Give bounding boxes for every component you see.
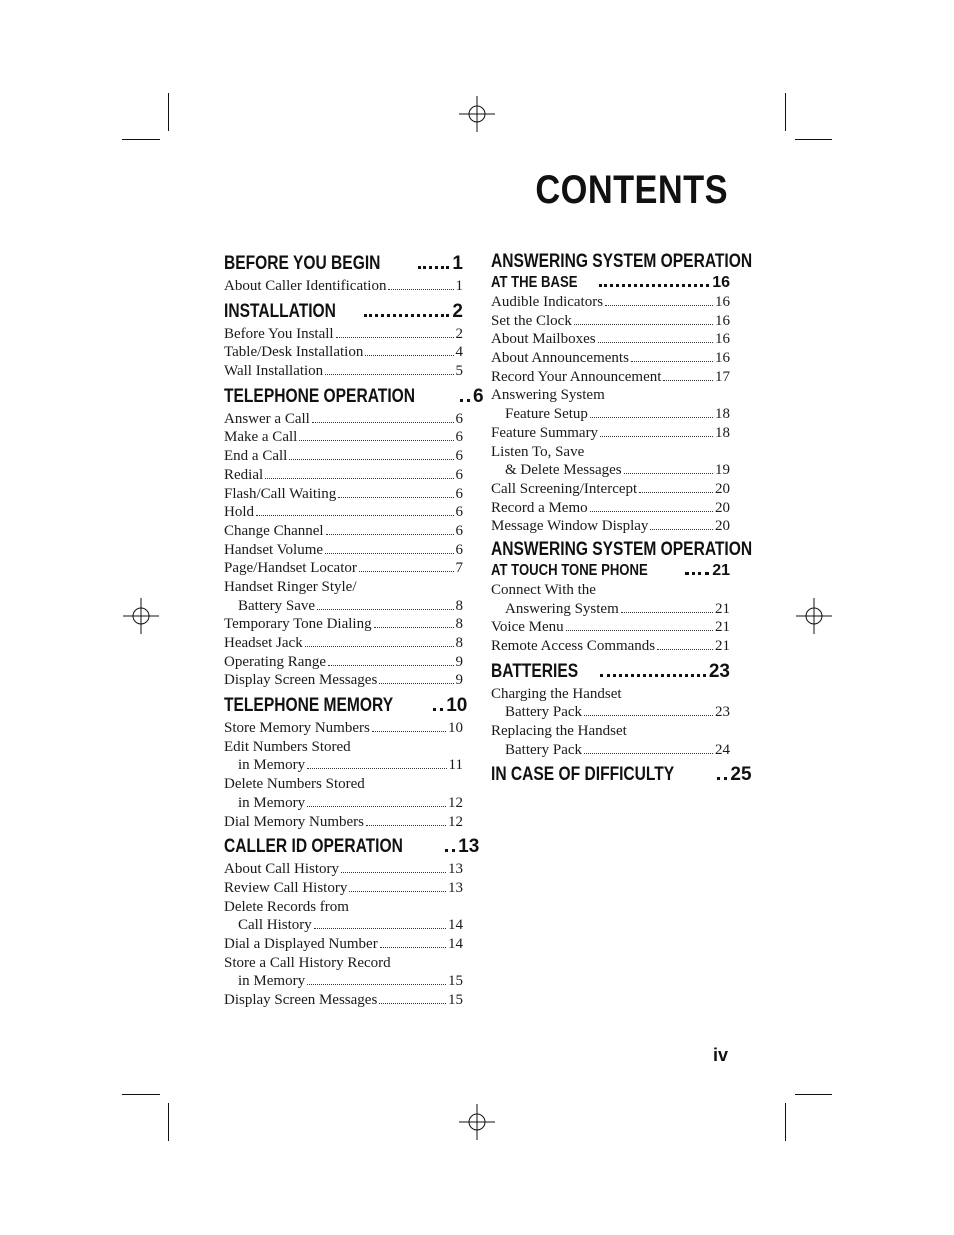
- toc-entry: [224, 466, 463, 485]
- toc-entry: [491, 618, 730, 637]
- section-title: TELEPHONE MEMORY: [224, 695, 394, 717]
- toc-entry: [224, 671, 463, 690]
- toc-entry: [224, 972, 463, 991]
- entry-label: Display Screen Messages: [224, 992, 378, 1008]
- toc-entry: [491, 330, 730, 349]
- toc-entry: [491, 368, 730, 387]
- entry-label: Make a Call: [224, 429, 298, 446]
- toc-entry: [224, 719, 463, 738]
- entry-page-number: 23: [715, 704, 730, 721]
- entry-label: End a Call: [224, 448, 288, 465]
- dot-leader: [314, 928, 446, 929]
- dot-leader: [372, 731, 446, 732]
- section-page-number: 2: [452, 300, 463, 322]
- entry-page-number: 6: [455, 485, 463, 502]
- entry-page-number: 15: [448, 992, 463, 1008]
- toc-entry: [491, 349, 730, 368]
- entry-label: Call History: [238, 917, 312, 934]
- dot-leader: [326, 534, 454, 535]
- entry-label: Wall Installation: [224, 363, 324, 380]
- dot-leader: [265, 478, 453, 479]
- entry-page-number: 8: [455, 616, 463, 633]
- section-title: CALLER ID OPERATION: [224, 836, 403, 858]
- toc-entry: [224, 597, 463, 616]
- entry-page-number: 4: [455, 344, 463, 361]
- entry-label: Charging the Handset: [491, 685, 622, 702]
- toc-entry: [491, 405, 730, 424]
- entry-label: Temporary Tone Dialing: [224, 616, 372, 633]
- dot-leader: [374, 627, 454, 628]
- entry-page-number: 6: [455, 522, 463, 539]
- section-page-number: 16: [712, 274, 730, 291]
- toc-entry: [491, 741, 730, 760]
- dot-leader: [566, 630, 713, 631]
- crop-mark: [168, 93, 169, 131]
- entry-page-number: 16: [715, 312, 730, 329]
- crop-mark: [122, 1094, 160, 1095]
- entry-page-number: 18: [715, 424, 730, 441]
- toc-left-column: [224, 248, 484, 1010]
- entry-label: Battery Save: [238, 597, 316, 614]
- dot-leader: [289, 459, 453, 460]
- toc-section: [224, 384, 484, 690]
- toc-entry: [224, 916, 463, 935]
- section-page-number: 1: [452, 253, 463, 274]
- entry-page-number: 6: [455, 541, 463, 558]
- toc-entry: [491, 499, 730, 518]
- dot-leader: [460, 399, 470, 402]
- entry-label: Edit Numbers Stored: [224, 738, 351, 755]
- entry-page-number: 9: [455, 672, 463, 689]
- entry-label: Remote Access Commands: [491, 638, 656, 654]
- entry-page-number: 16: [715, 331, 730, 348]
- section-heading: [224, 693, 468, 719]
- entry-label: Record a Memo: [491, 499, 588, 516]
- dot-leader: [685, 572, 709, 575]
- entry-label: Review Call History: [224, 879, 348, 896]
- entry-page-number: 6: [455, 466, 463, 483]
- entry-page-number: 21: [715, 600, 730, 617]
- entry-label: Call Screening/Intercept: [491, 480, 638, 497]
- section-title: BEFORE YOU BEGIN: [224, 253, 381, 274]
- page-title: CONTENTS: [535, 168, 728, 212]
- dot-leader: [349, 891, 446, 892]
- section-heading: [491, 251, 753, 293]
- entry-label: About Caller Identification: [224, 278, 387, 294]
- section-heading: [224, 384, 484, 410]
- entry-label: Page/Handset Locator: [224, 560, 357, 577]
- dot-leader: [574, 324, 713, 325]
- entry-label: Change Channel: [224, 522, 324, 539]
- entry-label: Hold: [224, 504, 254, 521]
- entry-page-number: 6: [455, 504, 463, 521]
- toc-entry: [491, 424, 730, 443]
- toc-entry: [224, 485, 463, 504]
- entry-label: About Call History: [224, 861, 339, 878]
- entry-label: Replacing the Handset: [491, 723, 627, 740]
- toc-section: [224, 834, 480, 1010]
- entry-label: Record Your Announcement: [491, 368, 662, 385]
- registration-mark-icon: [459, 1104, 495, 1140]
- toc-section: [491, 251, 753, 536]
- toc-entry: [224, 756, 463, 775]
- dot-leader: [445, 849, 455, 852]
- dot-leader: [657, 649, 713, 650]
- entry-page-number: 13: [448, 861, 463, 878]
- section-heading: [224, 251, 463, 277]
- toc-right-column: [491, 248, 753, 788]
- toc-entry: [224, 813, 463, 832]
- section-subtitle: AT THE BASE: [491, 274, 578, 291]
- toc-entry: [224, 991, 463, 1010]
- section-heading: [491, 659, 730, 685]
- dot-leader: [380, 947, 446, 948]
- dot-leader: [624, 473, 713, 474]
- toc-entry: [224, 277, 463, 296]
- entry-label: Handset Volume: [224, 541, 324, 558]
- entry-label: Headset Jack: [224, 635, 303, 651]
- dot-leader: [341, 872, 446, 873]
- section-page-number: 10: [446, 695, 468, 717]
- entry-label: Message Window Display: [491, 518, 649, 535]
- toc-entry: [224, 935, 463, 954]
- entry-page-number: 20: [715, 499, 730, 516]
- toc-entry: [491, 703, 730, 722]
- entry-label: Handset Ringer Style/: [224, 578, 357, 595]
- dot-leader: [388, 289, 453, 290]
- crop-mark: [785, 1103, 786, 1141]
- entry-label: Operating Range: [224, 653, 327, 670]
- entry-page-number: 24: [715, 741, 730, 758]
- section-title: TELEPHONE OPERATION: [224, 385, 416, 407]
- toc-section: [224, 251, 463, 296]
- toc-entry: [224, 634, 463, 653]
- dot-leader: [717, 777, 727, 780]
- entry-label: Redial: [224, 466, 264, 483]
- entry-label: Set the Clock: [491, 312, 572, 329]
- entry-page-number: 1: [455, 278, 463, 294]
- entry-label: Feature Summary: [491, 424, 599, 441]
- entry-page-number: 13: [448, 879, 463, 896]
- toc-entry: [224, 522, 463, 541]
- entry-page-number: 21: [715, 638, 730, 654]
- toc-entry: [224, 503, 463, 522]
- dot-leader: [639, 492, 713, 493]
- dot-leader: [663, 380, 713, 381]
- crop-mark: [795, 139, 832, 140]
- dot-leader: [600, 674, 706, 677]
- toc-section: [224, 299, 463, 381]
- dot-leader: [328, 665, 453, 666]
- toc-entry: [491, 386, 730, 405]
- dot-leader: [599, 284, 709, 287]
- entry-page-number: 20: [715, 518, 730, 535]
- section-heading-line: [491, 561, 730, 581]
- dot-leader: [631, 361, 713, 362]
- entry-page-number: 7: [455, 560, 463, 577]
- dot-leader: [366, 825, 446, 826]
- toc-entry: [224, 559, 463, 578]
- entry-page-number: 14: [448, 935, 463, 952]
- toc-entry: [224, 325, 463, 344]
- section-page-number: 6: [472, 385, 484, 407]
- dot-leader: [621, 612, 713, 613]
- dot-leader: [325, 374, 453, 375]
- entry-page-number: 16: [715, 294, 730, 310]
- registration-mark-icon: [459, 96, 495, 132]
- dot-leader: [590, 417, 713, 418]
- entry-page-number: 2: [455, 325, 463, 342]
- toc-entry: [491, 517, 730, 536]
- entry-label: Listen To, Save: [491, 443, 585, 460]
- crop-mark: [168, 1103, 169, 1141]
- entry-label: Delete Numbers Stored: [224, 776, 365, 793]
- toc-section: [491, 762, 752, 788]
- toc-entry: [224, 362, 463, 381]
- toc-entry: [491, 461, 730, 480]
- toc-entry: [224, 578, 463, 597]
- dot-leader: [312, 422, 454, 423]
- dot-leader: [336, 337, 454, 338]
- section-title: BATTERIES: [491, 660, 579, 682]
- entry-page-number: 12: [448, 813, 463, 830]
- section-heading: [491, 762, 752, 788]
- dot-leader: [317, 609, 453, 610]
- toc-entry: [224, 541, 463, 560]
- toc-entry: [224, 794, 463, 813]
- page-number: iv: [712, 1045, 728, 1065]
- section-page-number: 21: [712, 561, 730, 579]
- entry-page-number: 17: [715, 368, 730, 385]
- entry-label: Connect With the: [491, 581, 596, 598]
- toc-entry: [491, 312, 730, 331]
- section-heading-line: [491, 538, 753, 561]
- entry-page-number: 8: [455, 597, 463, 614]
- section-heading-line: [491, 273, 730, 293]
- dot-leader: [418, 266, 450, 269]
- entry-page-number: 9: [455, 653, 463, 670]
- entry-page-number: 6: [455, 448, 463, 465]
- dot-leader: [305, 646, 454, 647]
- section-heading-line: [491, 251, 753, 273]
- dot-leader: [379, 683, 453, 684]
- dot-leader: [325, 553, 453, 554]
- toc-entry: [224, 615, 463, 634]
- entry-page-number: 15: [448, 973, 463, 990]
- entry-label: Battery Pack: [505, 741, 583, 758]
- section-page-number: 23: [708, 660, 730, 682]
- crop-mark: [122, 139, 160, 140]
- dot-leader: [590, 511, 713, 512]
- toc-entry: [224, 954, 463, 973]
- entry-page-number: 20: [715, 480, 730, 497]
- section-title: IN CASE OF DIFFICULTY: [491, 764, 675, 786]
- crop-mark: [785, 93, 786, 131]
- entry-label: Answer a Call: [224, 410, 310, 427]
- dot-leader: [299, 440, 453, 441]
- entry-label: Answering System: [505, 600, 619, 617]
- entry-label: in Memory: [238, 973, 306, 990]
- dot-leader: [359, 571, 454, 572]
- dot-leader: [256, 515, 454, 516]
- dot-leader: [600, 436, 713, 437]
- entry-page-number: 8: [455, 635, 463, 651]
- entry-page-number: 6: [455, 429, 463, 446]
- entry-page-number: 14: [448, 917, 463, 934]
- entry-label: Before You Install: [224, 325, 334, 342]
- dot-leader: [584, 715, 713, 716]
- entry-label: Answering System: [491, 387, 605, 404]
- toc-entry: [224, 860, 463, 879]
- entry-label: Feature Setup: [505, 406, 588, 423]
- toc-entry: [224, 428, 463, 447]
- crop-mark: [795, 1094, 832, 1095]
- toc-entry: [224, 410, 463, 429]
- section-title: ANSWERING SYSTEM OPERATION: [491, 538, 753, 560]
- entry-page-number: 21: [715, 619, 730, 636]
- dot-leader: [605, 305, 713, 306]
- toc-entry: [224, 447, 463, 466]
- entry-page-number: 16: [715, 350, 730, 367]
- toc-entry: [491, 293, 730, 312]
- section-title: INSTALLATION: [224, 300, 336, 322]
- entry-label: Dial a Displayed Number: [224, 935, 378, 952]
- section-heading: [491, 538, 753, 581]
- toc-entry: [491, 637, 730, 656]
- entry-page-number: 19: [715, 462, 730, 479]
- entry-label: Delete Records from: [224, 898, 349, 915]
- toc-entry: [491, 722, 730, 741]
- entry-label: Store Memory Numbers: [224, 720, 370, 737]
- toc-entry: [224, 738, 463, 757]
- entry-label: & Delete Messages: [505, 462, 622, 479]
- dot-leader: [338, 497, 453, 498]
- dot-leader: [379, 1003, 446, 1004]
- dot-leader: [364, 314, 450, 317]
- entry-page-number: 6: [455, 410, 463, 427]
- entry-page-number: 10: [448, 720, 463, 737]
- dot-leader: [650, 529, 713, 530]
- dot-leader: [433, 708, 443, 711]
- entry-label: Display Screen Messages: [224, 672, 378, 689]
- entry-label: About Mailboxes: [491, 331, 596, 348]
- toc-section: [224, 693, 468, 831]
- registration-mark-icon: [796, 598, 832, 634]
- toc-entry: [491, 600, 730, 619]
- toc-entry: [491, 443, 730, 462]
- toc-entry: [224, 343, 463, 362]
- entry-label: Store a Call History Record: [224, 954, 391, 971]
- entry-page-number: 18: [715, 406, 730, 423]
- toc-section: [491, 659, 730, 760]
- toc-entry: [224, 775, 463, 794]
- entry-label: Dial Memory Numbers: [224, 813, 364, 830]
- entry-label: About Announcements: [491, 350, 629, 367]
- entry-label: Table/Desk Installation: [224, 344, 364, 361]
- section-heading: [224, 299, 463, 325]
- section-page-number: 25: [730, 764, 752, 786]
- toc-entry: [491, 685, 730, 704]
- entry-label: in Memory: [238, 757, 306, 774]
- toc-section: [491, 538, 753, 656]
- toc-entry: [491, 581, 730, 600]
- entry-page-number: 5: [455, 363, 463, 380]
- section-page-number: 13: [458, 836, 480, 858]
- entry-page-number: 12: [448, 794, 463, 811]
- entry-label: Voice Menu: [491, 619, 564, 636]
- entry-page-number: 11: [448, 757, 463, 774]
- dot-leader: [307, 768, 446, 769]
- section-title: ANSWERING SYSTEM OPERATION: [491, 251, 753, 272]
- dot-leader: [365, 355, 453, 356]
- toc-entry: [224, 898, 463, 917]
- entry-label: in Memory: [238, 794, 306, 811]
- entry-label: Audible Indicators: [491, 294, 604, 310]
- section-heading: [224, 834, 480, 860]
- entry-label: Battery Pack: [505, 704, 583, 721]
- section-subtitle: AT TOUCH TONE PHONE: [491, 561, 648, 579]
- dot-leader: [584, 753, 713, 754]
- dot-leader: [307, 984, 446, 985]
- toc-entry: [491, 480, 730, 499]
- registration-mark-icon: [123, 598, 159, 634]
- dot-leader: [598, 342, 713, 343]
- toc-entry: [224, 879, 463, 898]
- entry-label: Flash/Call Waiting: [224, 485, 337, 502]
- dot-leader: [307, 806, 446, 807]
- toc-entry: [224, 653, 463, 672]
